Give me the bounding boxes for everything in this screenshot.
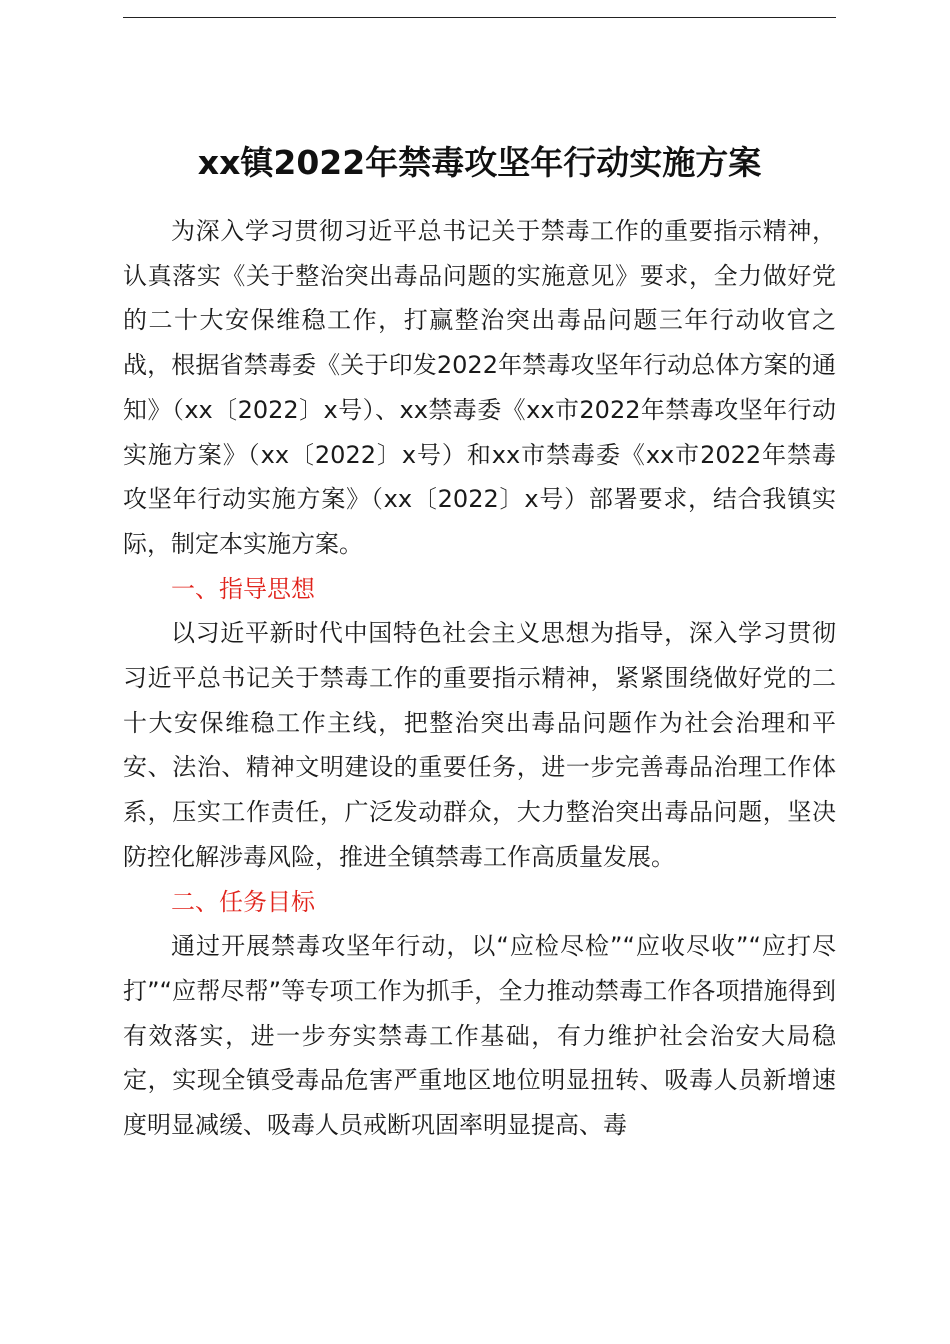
- intro-paragraph: 为深入学习贯彻习近平总书记关于禁毒工作的重要指示精神，认真落实《关于整治突出毒品问题的实施意见》要求，全力做好党的二十大安保维稳工作，打赢整治突出毒品问题三年行动收官之战，根据省禁毒委《关于印发2022年禁毒攻坚年行动总体方案的通知》（xx〔2022〕x号）、xx禁毒委《xx市2022年禁毒攻坚年行动实施方案》（xx〔2022〕x号）和xx市禁毒委《xx市2022年禁毒攻坚年行动实施方案》（xx〔2022〕x号）部署要求，结合我镇实际，制定本实施方案。: [123, 217, 836, 558]
- section-paragraph-task-goals: 通过开展禁毒攻坚年行动，以“应检尽检”“应收尽收”“应打尽打”“应帮尽帮”等专项工作为抓手，全力推动禁毒工作各项措施得到有效落实，进一步夯实禁毒工作基础，有力维护社会治安大局稳定，实现全镇受毒品危害严重地区地位明显扭转、吸毒人员新增速度明显减缓、吸毒人员戒断巩固率明显提高、毒: [123, 932, 836, 1140]
- section-heading-guiding-ideology: 一、指导思想: [171, 574, 315, 603]
- document-body: [123, 209, 836, 1148]
- section-heading-task-goals: 二、任务目标: [171, 887, 315, 916]
- document-title: xx镇2022年禁毒攻坚年行动实施方案: [197, 143, 762, 182]
- header-rule: [123, 17, 836, 18]
- section-paragraph-guiding-ideology: 以习近平新时代中国特色社会主义思想为指导，深入学习贯彻习近平总书记关于禁毒工作的重要指示精神，紧紧围绕做好党的二十大安保维稳工作主线，把整治突出毒品问题作为社会治理和平安、法治、精神文明建设的重要任务，进一步完善毒品治理工作体系，压实工作责任，广泛发动群众，大力整治突出毒品问题，坚决防控化解涉毒风险，推进全镇禁毒工作高质量发展。: [123, 619, 836, 871]
